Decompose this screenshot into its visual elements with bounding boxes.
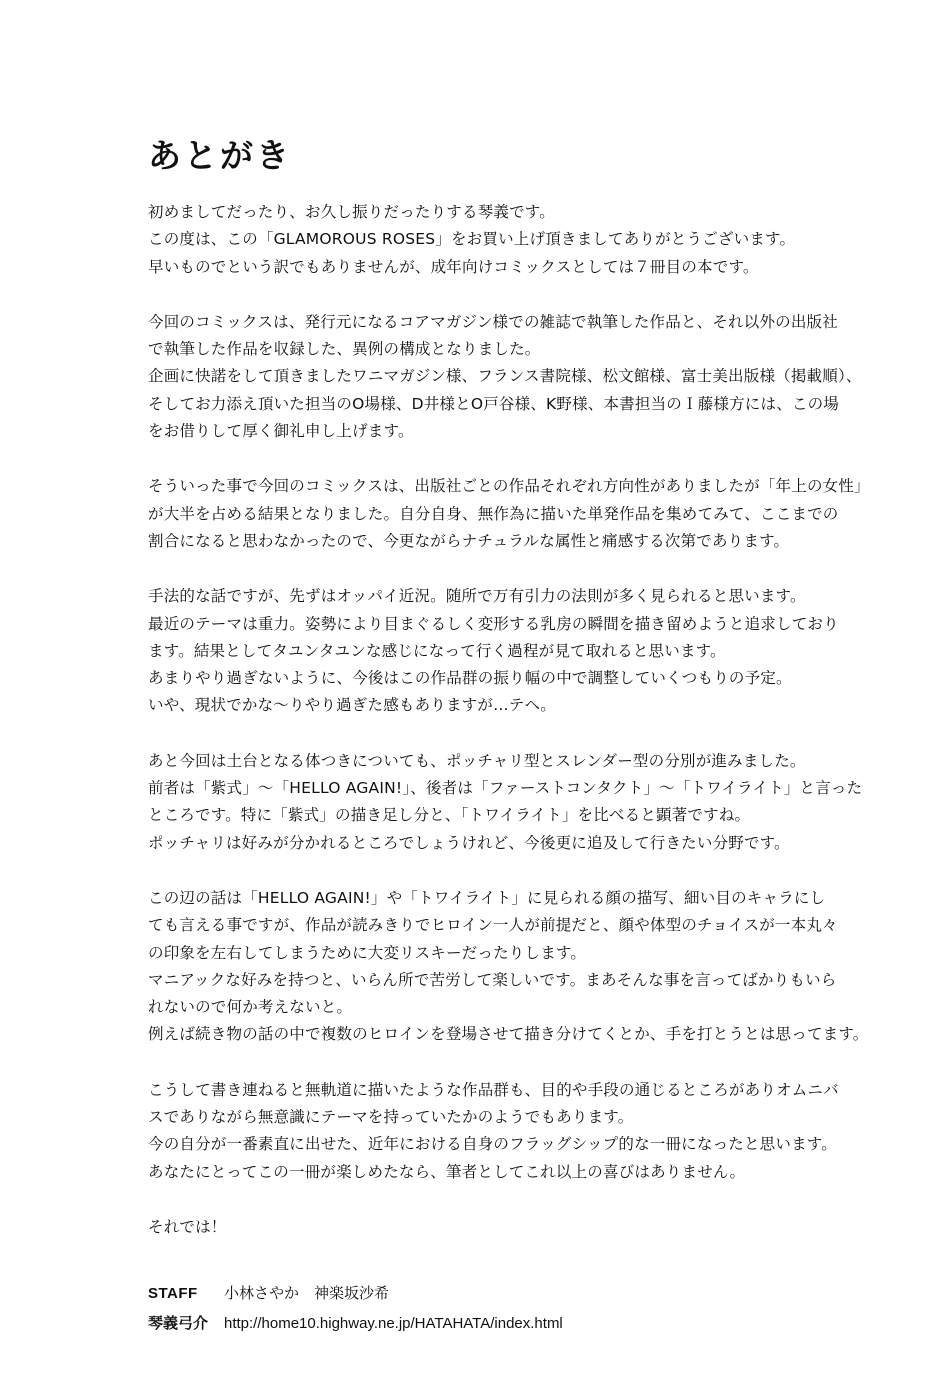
staff-names: 小林さやか 神楽坂沙希: [224, 1284, 390, 1302]
text-line: それでは！: [148, 1217, 227, 1236]
text-line: 今の自分が一番素直に出せた、近年における自身のフラッグシップ的な一冊になったと思います。: [148, 1135, 837, 1154]
text-line: ポッチャリは好みが分かれるところでしょうけれど、今後更に追及して行きたい分野です。: [148, 833, 790, 852]
paragraph-gap: [148, 281, 878, 309]
paragraph-gap: [148, 857, 878, 885]
text-line: 初めましてだったり、お久し振りだったりする琴義です。: [148, 203, 555, 221]
text-line: 最近のテーマは重力。姿勢により目まぐるしく変形する乳房の瞬間を描き留めようと追求しており: [148, 614, 839, 633]
page-title: あとがき: [148, 136, 292, 175]
text-line: そういった事で今回のコミックスは、出版社ごとの作品それぞれ方向性がありましたが「年上の女性」: [148, 477, 870, 496]
paragraph-gap: [148, 720, 878, 748]
credits: [148, 1278, 878, 1338]
paragraph-gap: [148, 555, 878, 583]
text-line: の印象を左右してしまうために大変リスキーだったりします。: [148, 943, 587, 962]
paragraph-gap: [148, 1186, 878, 1214]
text-line: スでありながら無意識にテーマを持っていたかのようでもあります。: [148, 1108, 634, 1127]
paragraph-gap: [148, 1049, 878, 1077]
text-line: ところです。特に「紫式」の描き足し分と、「トワイライト」を比べると顕著ですね。: [148, 806, 751, 825]
paragraph: [148, 199, 878, 281]
text-line: あなたにとってこの一冊が楽しめたなら、筆者としてこれ以上の喜びはありません。: [148, 1162, 746, 1181]
staff-label: STAFF: [148, 1285, 198, 1302]
text-line: この辺の話は「HELLO AGAIN!」や「トワイライト」に見られる顔の描写、細い目のキャラにし: [148, 888, 826, 907]
text-line: 前者は「紫式」〜「HELLO AGAIN!」、後者は「ファーストコンタクト」〜「トワイライト」と言った: [148, 779, 863, 798]
text-line: ます。結果としてタユンタユンな感じになって行く過程が見て取れると思います。: [148, 641, 726, 660]
text-line: 割合になると思わなかったので、今更ながらナチュラルな属性と痛感する次第であります。: [148, 531, 790, 550]
author-url: http://home10.highway.ne.jp/HATAHATA/index.html: [224, 1315, 563, 1332]
text-line: そしてお力添え頂いた担当のO場様、D井様とO戸谷様、K野様、本書担当のＩ藤様方には、この場: [148, 394, 840, 413]
paragraph: [148, 1077, 878, 1186]
paragraph: [148, 748, 878, 857]
text-line: 今回のコミックスは、発行元になるコアマガジン様での雑誌で執筆した作品と、それ以外の出版社: [148, 312, 838, 331]
text-line: れないので何か考えないと。: [148, 998, 353, 1017]
author-credit: [148, 1308, 878, 1338]
text-line: をお借りして厚く御礼申し上げます。: [148, 422, 414, 441]
text-line: こうして書き連ねると無軌道に描いたような作品群も、目的や手段の通じるところがありオムニバ: [148, 1080, 839, 1099]
text-line: ても言える事ですが、作品が読みきりでヒロイン一人が前提だと、顔や体型のチョイスが一本丸々: [148, 916, 838, 935]
paragraph: [148, 885, 878, 1049]
author-name: 琴義弓介: [148, 1314, 209, 1332]
text-line: マニアックな好みを持つと、いらん所で苦労して楽しいです。まあそんな事を言ってばかりもいら: [148, 970, 837, 989]
paragraph: [148, 583, 878, 719]
paragraph-gap: [148, 445, 878, 473]
paragraph: [148, 473, 878, 555]
paragraph: [148, 1214, 878, 1241]
text-line: あまりやり過ぎないように、今後はこの作品群の振り幅の中で調整していくつもりの予定。: [148, 669, 792, 688]
paragraph: [148, 309, 878, 445]
staff-credit: [148, 1278, 878, 1308]
afterword-body: [148, 199, 878, 1241]
text-line: 企画に快諾をして頂きましたワニマガジン様、フランス書院様、松文館様、富士美出版様（掲載順）、: [148, 367, 862, 386]
text-line: 早いものでという訳でもありませんが、成年向けコミックスとしては７冊目の本です。: [148, 257, 759, 276]
text-line: あと今回は土台となる体つきについても、ポッチャリ型とスレンダー型の分別が進みました。: [148, 751, 806, 770]
text-line: いや、現状でかな〜りやり過ぎた感もありますが…テヘ。: [148, 696, 556, 715]
text-line: 例えば続き物の話の中で複数のヒロインを登場させて描き分けてくとか、手を打とうとは思ってます。: [148, 1025, 869, 1044]
text-line: が大半を占める結果となりました。自分自身、無作為に描いた単発作品を集めてみて、ここまでの: [148, 504, 839, 523]
text-line: この度は、この「GLAMOROUS ROSES」をお買い上げ頂きましてありがとうございます。: [148, 230, 796, 249]
text-line: で執筆した作品を収録した、異例の構成となりました。: [148, 340, 541, 359]
text-line: 手法的な話ですが、先ずはオッパイ近況。随所で万有引力の法則が多く見られると思います。: [148, 587, 806, 606]
